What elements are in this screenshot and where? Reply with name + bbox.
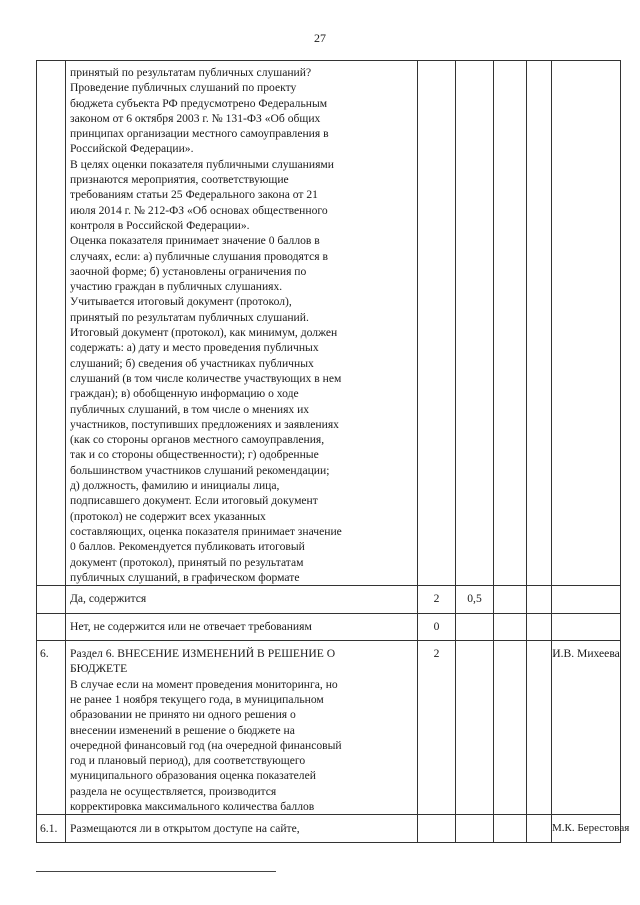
value-cell: 2 (418, 641, 456, 815)
text-line: не ранее 1 ноября текущего года, в муниципальном (70, 692, 324, 706)
text-line: В случае если на момент проведения мониторинга, но (70, 677, 338, 691)
text-line: случаях, если: а) публичные слушания проводятся в (70, 249, 328, 263)
extra-cell (494, 61, 527, 586)
table-row (37, 61, 621, 586)
text-line: июля 2014 г. № 212-ФЗ «Об основах общественного (70, 203, 328, 217)
text-line: год и плановый период), для соответствующего (70, 754, 306, 768)
weight-cell (456, 641, 494, 815)
text-line: 0 баллов. Рекомендуется публиковать итоговый (70, 540, 305, 554)
text-line: принятый по результатам публичных слушаний? (70, 66, 312, 79)
value-cell (418, 815, 456, 843)
table-row (37, 614, 621, 641)
criteria-table (36, 60, 630, 843)
weight-cell (456, 614, 494, 641)
extra-cell (527, 641, 552, 815)
row-text (66, 815, 418, 843)
section-number: 6.1. (37, 815, 66, 843)
extra-cell (527, 586, 552, 614)
text-line: Проведение публичных слушаний по проекту (70, 81, 297, 95)
row-number (37, 614, 66, 641)
extra-cell (527, 61, 552, 586)
row-number (37, 586, 66, 614)
weight-cell (456, 61, 494, 586)
extra-cell (527, 614, 552, 641)
text-line: граждан); в) обобщенную информацию о ходе (70, 387, 299, 401)
text-line: (протокол) не содержит всех указанных (70, 509, 266, 523)
text-line: составляющих, оценка показателя принимает значение (70, 524, 342, 538)
text-line: законом от 6 октября 2003 г. № 131-ФЗ «Об общих (70, 111, 321, 125)
text-line: (как со стороны органов местного самоуправления, (70, 433, 325, 447)
text-line: Российской Федерации». (70, 142, 194, 156)
value-cell: 2 (418, 586, 456, 614)
row-text (66, 614, 418, 641)
text-line: слушаний (в том числе количестве участвующих в нем (70, 371, 342, 385)
text-line: Раздел 6. ВНЕСЕНИЕ ИЗМЕНЕНИЙ В РЕШЕНИЕ О (70, 647, 336, 661)
extra-cell (494, 614, 527, 641)
row-number (37, 61, 66, 586)
text-line: бюджета субъекта РФ предусмотрено Федеральным (70, 96, 328, 110)
text-line: так и со стороны общественности); г) одобренные (70, 448, 319, 462)
text-line: образовании не принято ни одного решения о (70, 708, 296, 722)
table-row (37, 815, 621, 843)
text-line: принципах организации местного самоуправления в (70, 127, 329, 141)
responsible-cell (552, 586, 621, 614)
weight-cell (456, 815, 494, 843)
text-line: корректировка максимального количества баллов (70, 800, 315, 814)
responsible-cell (552, 614, 621, 641)
text-line: В целях оценки показателя публичными слушаниями (70, 157, 334, 171)
text-line: Нет, не содержится или не отвечает требованиям (70, 620, 312, 634)
text-line: раздела не осуществляется, производится (70, 784, 277, 798)
page-number: 27 (314, 31, 326, 45)
text-line: Учитывается итоговый документ (протокол), (70, 295, 292, 309)
text-line: Итоговый документ (протокол), как минимум, должен (70, 326, 338, 340)
table-row (37, 586, 621, 614)
text-line: большинством участников слушаний рекомендации; (70, 463, 330, 477)
extra-cell (494, 815, 527, 843)
row-text (66, 61, 418, 586)
text-line: заочной форме; б) установлены ограничения по (70, 264, 307, 278)
text-line: публичных слушаний, в том числе о мнениях их (70, 402, 310, 416)
text-line: муниципального образования оценка показателей (70, 769, 316, 783)
text-line: публичных слушаний, в графическом формате (70, 570, 300, 584)
responsible-cell: И.В. Михеева (552, 641, 621, 815)
text-line: участию граждан в публичных слушаниях. (70, 280, 283, 294)
text-line: подписавшего документ. Если итоговый документ (70, 494, 318, 508)
extra-cell (527, 815, 552, 843)
value-cell: 0 (418, 614, 456, 641)
weight-cell: 0,5 (456, 586, 494, 614)
row-text (66, 586, 418, 614)
value-cell (418, 61, 456, 586)
extra-cell (494, 641, 527, 815)
text-line: принятый по результатам публичных слушаний. (70, 310, 309, 324)
text-line: очередной финансовый год (на очередной финансовый (70, 738, 342, 752)
text-line: документ (протокол), принятый по результатам (70, 555, 304, 569)
text-line: содержать: а) дату и место проведения публичных (70, 341, 319, 355)
text-line: внесении изменений в решение о бюджете на (70, 723, 295, 737)
text-line: требованиям статьи 25 Федерального закона от 21 (70, 188, 318, 202)
section-number: 6. (37, 641, 66, 815)
table-row (37, 641, 621, 815)
text-line: БЮДЖЕТЕ (70, 662, 128, 676)
text-line: признаются мероприятия, соответствующие (70, 173, 289, 187)
text-line: контроля в Российской Федерации». (70, 218, 250, 232)
section-text (66, 641, 418, 815)
text-line: д) должность, фамилию и инициалы лица, (70, 479, 280, 493)
text-line: Размещаются ли в открытом доступе на сайте, (70, 822, 300, 836)
text-line: Да, содержится (70, 592, 147, 606)
extra-cell (494, 586, 527, 614)
responsible-cell (552, 61, 621, 586)
text-line: слушаний; б) сведения об участниках публичных (70, 356, 314, 370)
text-line: участников, поступивших предложениях и заявлениях (70, 417, 339, 431)
footnote-divider (36, 871, 276, 872)
text-line: Оценка показателя принимает значение 0 баллов в (70, 234, 320, 248)
responsible-cell: М.К. Берестовая (552, 815, 621, 843)
